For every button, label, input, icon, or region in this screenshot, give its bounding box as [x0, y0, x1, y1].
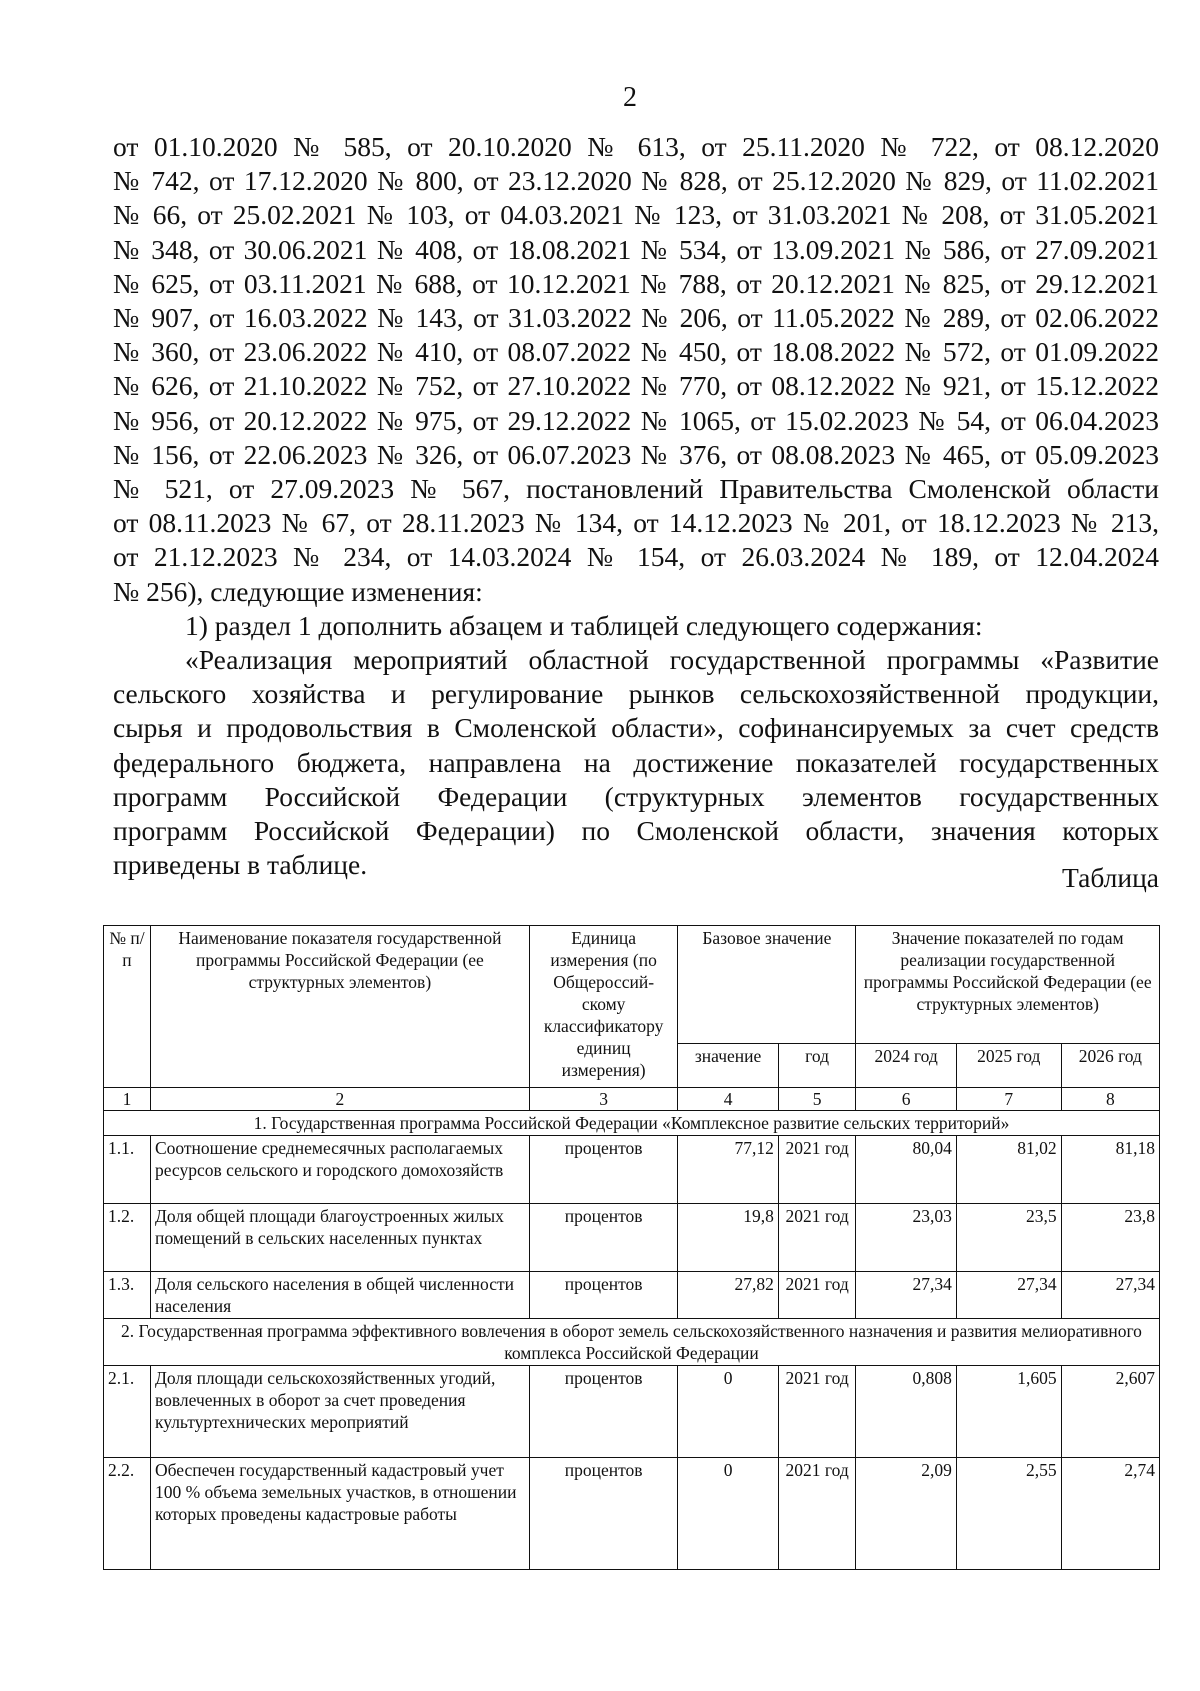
- row-base-value: 0: [678, 1366, 778, 1458]
- column-numbers-row: [104, 1088, 1160, 1111]
- paragraph-line: № 956, от 20.12.2022 № 975, от 29.12.2022 № 1065, от 15.02.2023 № 54, от 06.04.2023: [113, 404, 1159, 436]
- header-years-group: Значение показателей по годам реализации государственной программы Российской Федерации (ее структурных элементов): [856, 926, 1160, 1044]
- table-row: [104, 1136, 1160, 1204]
- row-value-2024: 27,34: [856, 1272, 956, 1319]
- row-value-2024: 80,04: [856, 1136, 956, 1204]
- row-unit: процентов: [529, 1204, 678, 1272]
- row-name: Соотношение среднемесячных располагаемых ресурсов сельского и городского домохозяйств: [150, 1136, 529, 1204]
- row-unit: процентов: [529, 1366, 678, 1458]
- column-number: 3: [529, 1088, 678, 1111]
- row-value-2025: 23,5: [956, 1204, 1061, 1272]
- row-value-2026: 27,34: [1061, 1272, 1159, 1319]
- header-unit: Единица измерения (по Общероссий-скому классификатору единиц измерения): [529, 926, 678, 1088]
- row-value-2025: 81,02: [956, 1136, 1061, 1204]
- paragraph-line: от 01.10.2020 № 585, от 20.10.2020 № 613, от 25.11.2020 № 722, от 08.12.2020: [113, 131, 1159, 162]
- section-title: 2. Государственная программа эффективного вовлечения в оборот земель сельскохозяйственного назначения и развития мелиоративного комплекса Российской Федерации: [104, 1319, 1160, 1366]
- header-2026: 2026 год: [1061, 1044, 1159, 1088]
- row-value-2026: 81,18: [1061, 1136, 1159, 1204]
- header-base-value: значение: [678, 1044, 778, 1088]
- quote-line: сырья и продовольствия в Смоленской области», софинансируемых за счет средств: [113, 712, 1159, 744]
- row-num: 1.1.: [104, 1136, 151, 1204]
- row-num: 1.3.: [104, 1272, 151, 1319]
- row-unit: процентов: [529, 1458, 678, 1570]
- row-value-2025: 27,34: [956, 1272, 1061, 1319]
- row-base-value: 19,8: [678, 1204, 778, 1272]
- header-base: Базовое значение: [678, 926, 856, 1044]
- indicators-table: [103, 925, 1160, 1570]
- row-name: Доля площади сельскохозяйственных угодий, вовлеченных в оборот за счет проведения культуртехнических мероприятий: [150, 1366, 529, 1458]
- section-row: [104, 1319, 1160, 1366]
- header-num: № п/п: [104, 926, 151, 1088]
- quote-line: федерального бюджета, направлена на достижение показателей государственных: [113, 746, 1159, 778]
- paragraph-line: № 156, от 22.06.2023 № 326, от 06.07.2023 № 376, от 08.08.2023 № 465, от 05.09.2023: [113, 438, 1159, 470]
- quote-line: приведены в таблице.: [113, 849, 368, 881]
- header-2024: 2024 год: [856, 1044, 956, 1088]
- row-base-year: 2021 год: [778, 1366, 856, 1458]
- row-value-2024: 0,808: [856, 1366, 956, 1458]
- column-number: 2: [150, 1088, 529, 1111]
- quote-line: «Реализация мероприятий областной государственной программы «Развитие: [185, 644, 1159, 676]
- paragraph-line: № 348, от 30.06.2021 № 408, от 18.08.2021 № 534, от 13.09.2021 № 586, от 27.09.2021: [113, 233, 1159, 265]
- paragraph-line: № 256), следующие изменения:: [113, 575, 483, 607]
- header-name: Наименование показателя государственной программы Российской Федерации (ее структурных элементов): [150, 926, 529, 1088]
- column-number: 8: [1061, 1088, 1159, 1111]
- quote-line: программ Российской Федерации) по Смоленской области, значения которых: [113, 815, 1159, 847]
- table-caption: Таблица: [1062, 862, 1159, 893]
- row-base-year: 2021 год: [778, 1204, 856, 1272]
- column-number: 5: [778, 1088, 856, 1111]
- paragraph-line: № 742, от 17.12.2020 № 800, от 23.12.2020 № 828, от 25.12.2020 № 829, от 11.02.2021: [113, 165, 1159, 197]
- header-base-year: год: [778, 1044, 856, 1088]
- row-name: Обеспечен государственный кадастровый учет 100 % объема земельных участков, в отношении которых проведены кадастровые работы: [150, 1458, 529, 1570]
- paragraph-line: № 66, от 25.02.2021 № 103, от 04.03.2021 № 123, от 31.03.2021 № 208, от 31.05.2021: [113, 199, 1159, 231]
- row-base-value: 0: [678, 1458, 778, 1570]
- row-num: 2.1.: [104, 1366, 151, 1458]
- table-row: [104, 1458, 1160, 1570]
- row-num: 1.2.: [104, 1204, 151, 1272]
- header-2025: 2025 год: [956, 1044, 1061, 1088]
- row-unit: процентов: [529, 1272, 678, 1319]
- table-row: [104, 1366, 1160, 1458]
- section-title: 1. Государственная программа Российской Федерации «Комплексное развитие сельских территорий»: [104, 1111, 1160, 1136]
- page-number: 2: [623, 82, 637, 113]
- paragraph-line: № 521, от 27.09.2023 № 567, постановлений Правительства Смоленской области: [113, 473, 1159, 505]
- table-row: [104, 1272, 1160, 1319]
- column-number: 6: [856, 1088, 956, 1111]
- body-text: [113, 130, 1159, 882]
- row-value-2024: 23,03: [856, 1204, 956, 1272]
- row-name: Доля общей площади благоустроенных жилых помещений в сельских населенных пунктах: [150, 1204, 529, 1272]
- row-unit: процентов: [529, 1136, 678, 1204]
- row-value-2026: 2,607: [1061, 1366, 1159, 1458]
- row-value-2026: 23,8: [1061, 1204, 1159, 1272]
- section-row: [104, 1111, 1160, 1136]
- paragraph-line: от 21.12.2023 № 234, от 14.03.2024 № 154, от 26.03.2024 № 189, от 12.04.2024: [113, 541, 1159, 573]
- row-name: Доля сельского населения в общей численности населения: [150, 1272, 529, 1319]
- row-base-value: 27,82: [678, 1272, 778, 1319]
- row-base-year: 2021 год: [778, 1136, 856, 1204]
- row-value-2025: 2,55: [956, 1458, 1061, 1570]
- paragraph-line: № 907, от 16.03.2022 № 143, от 31.03.2022 № 206, от 11.05.2022 № 289, от 02.06.2022: [113, 302, 1159, 334]
- column-number: 1: [104, 1088, 151, 1111]
- paragraph-line: № 625, от 03.11.2021 № 688, от 10.12.2021 № 788, от 20.12.2021 № 825, от 29.12.2021: [113, 267, 1159, 299]
- row-base-year: 2021 год: [778, 1272, 856, 1319]
- row-value-2024: 2,09: [856, 1458, 956, 1570]
- row-value-2025: 1,605: [956, 1366, 1061, 1458]
- paragraph-line: № 360, от 23.06.2022 № 410, от 08.07.2022 № 450, от 18.08.2022 № 572, от 01.09.2022: [113, 336, 1159, 368]
- row-value-2026: 2,74: [1061, 1458, 1159, 1570]
- quote-line: сельского хозяйства и регулирование рынков сельскохозяйственной продукции,: [113, 678, 1159, 710]
- quote-line: программ Российской Федерации (структурных элементов государственных: [113, 780, 1159, 812]
- column-number: 7: [956, 1088, 1061, 1111]
- row-base-year: 2021 год: [778, 1458, 856, 1570]
- table-row: [104, 1204, 1160, 1272]
- row-base-value: 77,12: [678, 1136, 778, 1204]
- item-1-line: 1) раздел 1 дополнить абзацем и таблицей следующего содержания:: [185, 609, 983, 641]
- paragraph-line: от 08.11.2023 № 67, от 28.11.2023 № 134, от 14.12.2023 № 201, от 18.12.2023 № 213,: [113, 507, 1159, 539]
- paragraph-line: № 626, от 21.10.2022 № 752, от 27.10.2022 № 770, от 08.12.2022 № 921, от 15.12.2022: [113, 370, 1159, 402]
- row-num: 2.2.: [104, 1458, 151, 1570]
- column-number: 4: [678, 1088, 778, 1111]
